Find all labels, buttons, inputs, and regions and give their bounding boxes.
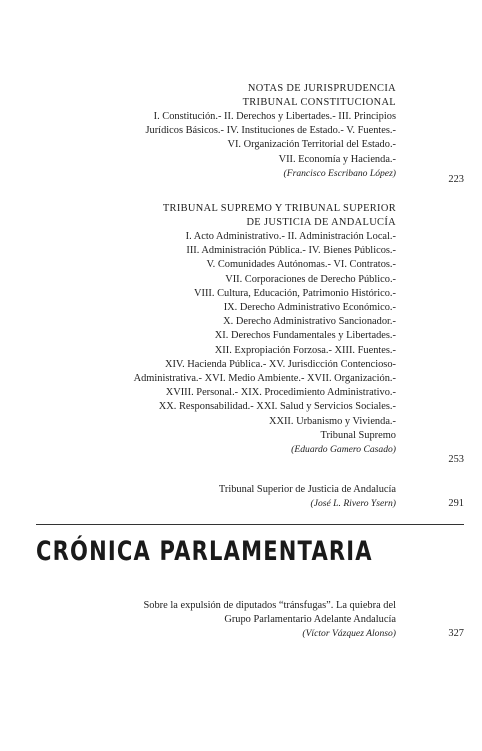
author-name: (Francisco Escribano López) [283, 167, 396, 179]
cronica-title: CRÓNICA PARLAMENTARIA [36, 536, 373, 567]
page-number: 291 [448, 498, 464, 509]
toc-line: I. Acto Administrativo.- II. Administración Local.- [185, 231, 396, 242]
toc-line: I. Constitución.- II. Derechos y Libertades.- III. Principios [153, 111, 396, 122]
author-name: (José L. Rivero Ysern) [310, 498, 396, 510]
toc-section-cronica [40, 599, 396, 641]
toc-line: Tribunal Superior de Justicia de Andalucía [218, 484, 396, 495]
toc-line: XXII. Urbanismo y Vivienda.- [268, 415, 396, 427]
page-number: 223 [448, 174, 464, 185]
toc-line: V. Comunidades Autónomas.- VI. Contratos.- [206, 259, 396, 271]
toc-line: IX. Derecho Administrativo Económico.- [223, 302, 396, 314]
toc-section-tribunal-constitucional [40, 82, 396, 181]
toc-line: VII. Economía y Hacienda.- [278, 153, 396, 165]
toc-line: VI. Organización Territorial del Estado.- [227, 139, 396, 151]
section-divider [36, 524, 464, 525]
toc-line: XX. Responsabilidad.- XXI. Salud y Servicios Sociales.- [158, 401, 396, 413]
toc-line: XI. Derechos Fundamentales y Libertades.- [214, 330, 396, 342]
toc-line: Jurídicos Básicos.- IV. Instituciones de Estado.- V. Fuentes.- [145, 125, 396, 137]
page-number: 327 [448, 628, 464, 639]
toc-line: XII. Expropiación Forzosa.- XIII. Fuentes.- [214, 344, 396, 356]
page-number: 253 [448, 454, 464, 465]
toc-line: III. Administración Pública.- IV. Bienes Públicos.- [186, 245, 396, 257]
toc-line: Administrativa.- XVI. Medio Ambiente.- XVII. Organización.- [133, 373, 396, 385]
author-name: (Víctor Vázquez Alonso) [302, 628, 396, 640]
section-heading: DE JUSTICIA DE ANDALUCÍA [246, 217, 396, 228]
toc-line: Tribunal Supremo [320, 429, 396, 441]
toc-section-tribunal-supremo [40, 202, 396, 457]
section-heading: TRIBUNAL SUPREMO Y TRIBUNAL SUPERIOR [162, 203, 396, 214]
section-heading: NOTAS DE JURISPRUDENCIA [247, 83, 396, 94]
toc-section-tsja [40, 483, 396, 511]
toc-line: X. Derecho Administrativo Sancionador.- [223, 316, 396, 328]
author-name: (Eduardo Gamero Casado) [291, 444, 396, 456]
section-heading: TRIBUNAL CONSTITUCIONAL [242, 97, 396, 108]
toc-line: XVIII. Personal.- XIX. Procedimiento Administrativo.- [165, 387, 396, 399]
toc-line: Sobre la expulsión de diputados “tránsfugas”. La quiebra del [143, 600, 396, 611]
toc-line: VII. Corporaciones de Derecho Público.- [225, 273, 396, 285]
toc-line: XIV. Hacienda Pública.- XV. Jurisdicción Contencioso- [164, 358, 396, 370]
toc-line: Grupo Parlamentario Adelante Andalucía [224, 614, 396, 626]
toc-line: VIII. Cultura, Educación, Patrimonio Histórico.- [194, 287, 396, 299]
